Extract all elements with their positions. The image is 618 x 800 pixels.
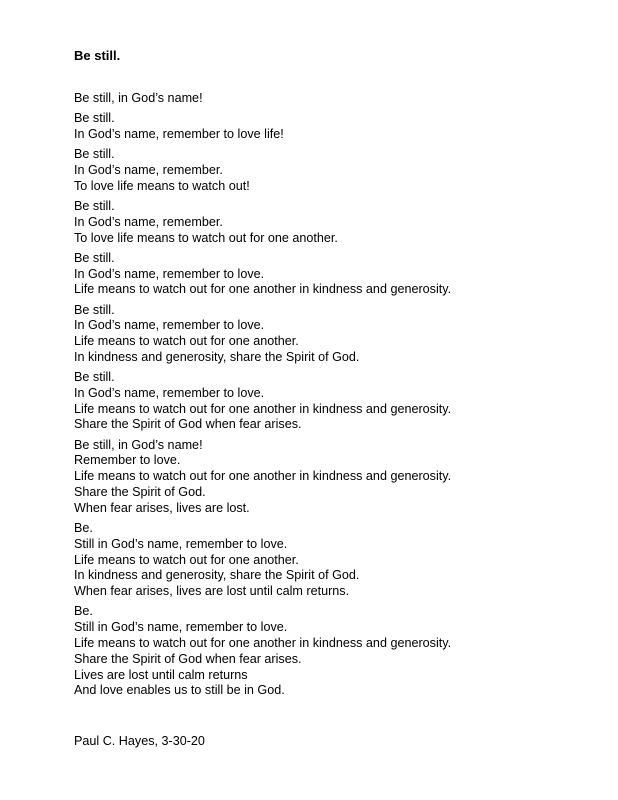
poem-line: In God’s name, remember to love. — [74, 266, 265, 281]
poem-line: Be still, in God’s name! — [74, 91, 203, 105]
stanza — [74, 521, 594, 600]
poem-line: Be still. — [74, 302, 115, 317]
poem-line: And love enables us to still be in God. — [74, 683, 285, 698]
stanza — [74, 147, 594, 194]
poem-line: Life means to watch out for one another in kindness and generosity. — [74, 469, 452, 484]
poem-line: Be still. — [74, 250, 115, 265]
poem-line: Lives are lost until calm returns — [74, 667, 248, 682]
poem-line: Share the Spirit of God when fear arises. — [74, 651, 302, 666]
poem-line: Be still. — [74, 370, 115, 385]
poem-line: In God’s name, remember to love. — [74, 385, 265, 400]
poem-line: To love life means to watch out! — [74, 178, 250, 193]
poem-line: Still in God’s name, remember to love. — [74, 536, 288, 551]
stanza — [74, 438, 594, 517]
poem-line: In kindness and generosity, share the Spirit of God. — [74, 349, 360, 364]
poem-line: Life means to watch out for one another in kindness and generosity. — [74, 636, 452, 651]
poem-line: Life means to watch out for one another in kindness and generosity. — [74, 282, 452, 297]
poem-line: Life means to watch out for one another in kindness and generosity. — [74, 401, 452, 416]
poem-body — [74, 91, 594, 704]
poem-line: Be still, in God’s name! — [74, 437, 203, 452]
poem-line: Share the Spirit of God when fear arises. — [74, 417, 302, 432]
poem-title: Be still. — [74, 48, 121, 63]
poem-line: Be still. — [74, 198, 115, 213]
stanza — [74, 303, 594, 366]
poem-line: In God’s name, remember to love. — [74, 318, 265, 333]
stanza — [74, 199, 594, 246]
poem-line: In God’s name, remember. — [74, 162, 223, 177]
stanza — [74, 604, 594, 699]
poem-line: Life means to watch out for one another. — [74, 552, 299, 567]
stanza — [74, 111, 594, 143]
poem-line: In God’s name, remember. — [74, 214, 223, 229]
poem-line: Remember to love. — [74, 453, 181, 468]
author-signature: Paul C. Hayes, 3-30-20 — [74, 734, 205, 748]
poem-line: Be. — [74, 604, 93, 619]
poem-line: When fear arises, lives are lost. — [74, 500, 250, 515]
poem-line: When fear arises, lives are lost until calm returns. — [74, 584, 350, 599]
stanza — [74, 91, 594, 107]
poem-line: Life means to watch out for one another. — [74, 334, 299, 349]
stanza — [74, 370, 594, 433]
poem-line: Share the Spirit of God. — [74, 485, 206, 500]
stanza — [74, 251, 594, 298]
poem-line: In kindness and generosity, share the Spirit of God. — [74, 568, 360, 583]
poem-line: Be still. — [74, 147, 115, 162]
poem-line: Be. — [74, 521, 93, 536]
poem-line: In God’s name, remember to love life! — [74, 126, 284, 141]
poem-line: Still in God’s name, remember to love. — [74, 620, 288, 635]
poem-line: To love life means to watch out for one another. — [74, 230, 338, 245]
poem-line: Be still. — [74, 111, 115, 126]
